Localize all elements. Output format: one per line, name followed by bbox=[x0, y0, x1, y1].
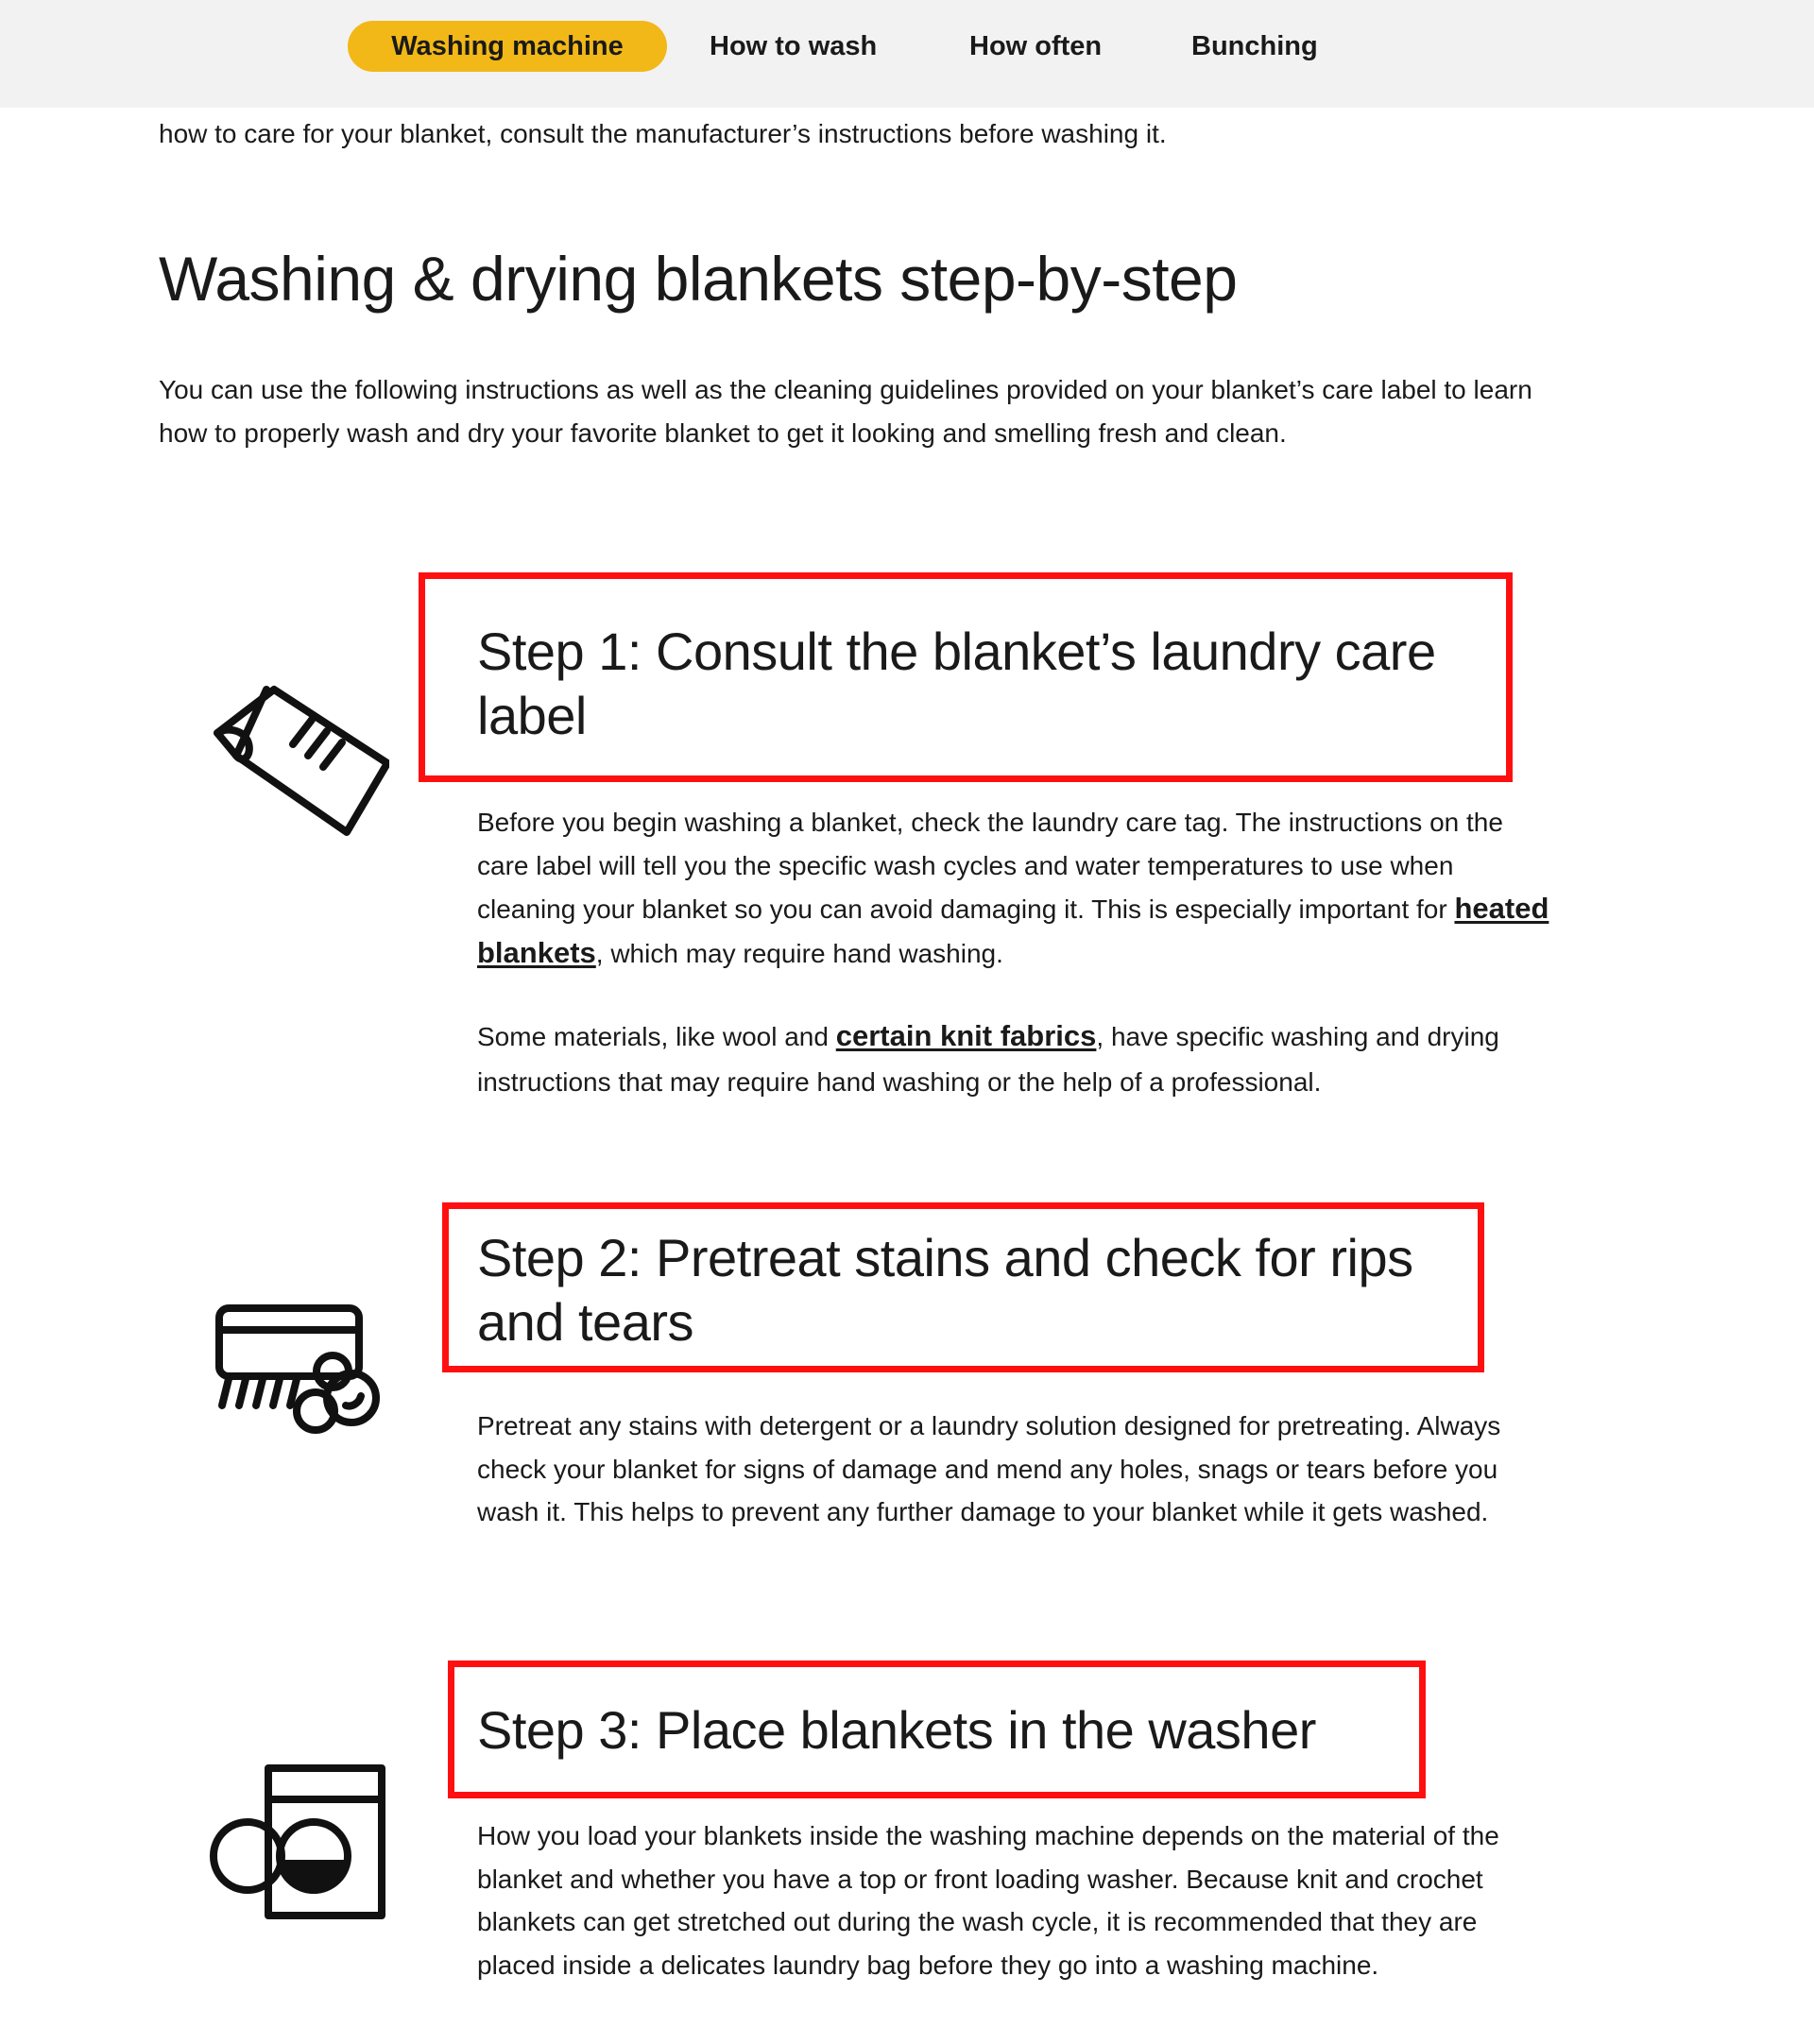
nav-tab-washing-machine[interactable]: Washing machine bbox=[348, 21, 667, 72]
nav-tab-bunching[interactable]: Bunching bbox=[1191, 31, 1318, 61]
scrub-brush-icon bbox=[210, 1294, 389, 1455]
step-2-paragraph: Pretreat any stains with detergent or a laundry solution designed for pretreating. Always check your blanket for signs of damage and mend any holes, snags or tears before you wash it. This helps to prevent any further damage to your blanket while it gets washed. bbox=[477, 1411, 1501, 1526]
step-2-title: Step 2: Pretreat stains and check for rips and tears bbox=[477, 1228, 1413, 1352]
certain-knit-fabrics-link[interactable]: certain knit fabrics bbox=[835, 1019, 1097, 1052]
step-3-title: Step 3: Place blankets in the washer bbox=[477, 1700, 1316, 1760]
nav-tab-how-to-wash[interactable]: How to wash bbox=[710, 31, 878, 61]
step-3-paragraph: How you load your blankets inside the washing machine depends on the material of the blanket and whether you have a top or front loading washer. Because knit and crochet blankets can get stretched out during the wash cycle, it is recommended that they are placed inside a delicates laundry bag before they go into a washing machine. bbox=[477, 1821, 1499, 1980]
top-nav bbox=[0, 0, 1814, 108]
step-1-paragraph-1: Before you begin washing a blanket, check the laundry care tag. The instructions on the care label will tell you the specific wash cycles and water temperatures to use when cleaning your blanket so you can avoid damaging it. This is especially important for heated blankets, which may require hand washing. bbox=[477, 808, 1549, 969]
step-1-paragraph-2: Some materials, like wool and certain knit fabrics, have specific washing and drying instructions that may require hand washing or the help of a professional. bbox=[477, 1019, 1499, 1097]
step-1-title: Step 1: Consult the blanket’s laundry care label bbox=[477, 622, 1436, 745]
intro-cut-text: how to care for your blanket, consult the manufacturer’s instructions before washing it. bbox=[159, 119, 1167, 148]
care-label-icon bbox=[210, 678, 389, 839]
nav-tab-how-often[interactable]: How often bbox=[969, 31, 1103, 61]
washing-machine-icon bbox=[210, 1762, 389, 1922]
section-title: Washing & drying blankets step-by-step bbox=[159, 244, 1238, 314]
section-intro: You can use the following instructions as well as the cleaning guidelines provided on your blanket’s care label to learn how to properly wash and dry your favorite blanket to get it looking and smelling fresh and clean. bbox=[159, 375, 1532, 448]
heated-blankets-link[interactable]: heated blankets bbox=[477, 892, 1549, 969]
